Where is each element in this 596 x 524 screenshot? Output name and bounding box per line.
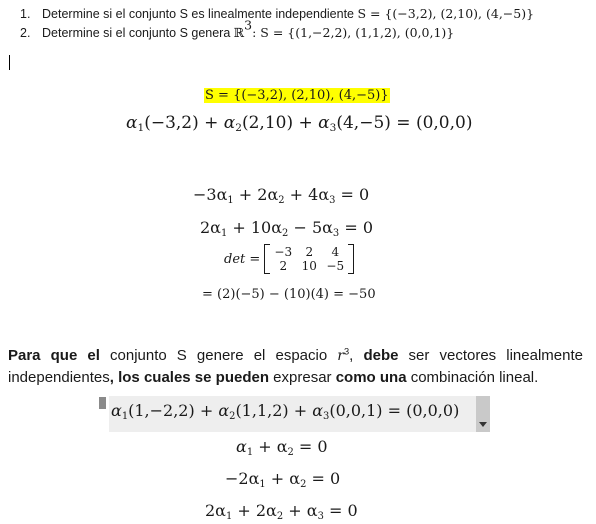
coef-a2: α [218,401,230,420]
problem-1-text: Determine si el conjunto S es linealmente independiente [42,7,358,21]
coef-a3: α [318,113,330,133]
term: = 0 [293,437,328,456]
problem-2-number: 2. [20,26,31,40]
term: = 0 [306,469,341,488]
text: , [349,347,364,364]
det-matrix [264,244,354,274]
sub: 3 [329,194,336,206]
cell: 10 [301,259,317,273]
term: + α [253,437,288,456]
term: + 4α [284,185,330,204]
sub-2: 2 [229,410,236,422]
sub-3: 3 [329,122,337,135]
sub-3: 3 [323,410,330,422]
bold-text: como una [335,369,407,386]
cell: −3 [274,245,293,259]
system-1-eq-2 [200,218,373,237]
sub: 1 [246,446,254,458]
vec-3: (0,0,1) = (0,0,0) [329,401,460,420]
text: expresar [269,369,336,386]
det-result: = (2)(−5) − (10)(4) = −50 [202,287,376,302]
sub: 2 [276,510,284,522]
term: −2α [225,469,260,488]
coef-a3: α [312,401,324,420]
problem-1-math: S = {(−3,2), (2,10), (4,−5)} [357,6,535,21]
system-1-eq-1 [193,185,369,204]
highlighted-set [204,84,390,103]
system-2-eq-3 [205,501,358,520]
linear-combination-2[interactable] [111,401,459,420]
cell: −5 [326,259,345,273]
sub: 1 [225,510,233,522]
term: = 0 [335,185,370,204]
sub: 2 [300,478,307,490]
term: −3α [193,185,228,204]
problem-1 [20,6,534,21]
sub: 2 [282,227,289,239]
term: 2α [200,218,221,237]
vec-2: (2,10) + [241,113,319,133]
problem-2-math: : S = {(1,−2,2), (1,1,2), (0,0,1)} [252,25,455,40]
sub: 1 [259,478,266,490]
problem-2-space-exp: 3 [244,17,253,33]
problem-1-number: 1. [20,7,31,21]
highlighted-set-text: S = {(−3,2), (2,10), (4,−5)} [205,88,389,103]
bold-text: debe [363,347,399,364]
term: + 2α [232,501,277,520]
explanation-paragraph [8,345,583,388]
r-symbol: r [337,348,344,364]
system-2-eq-1 [236,437,328,456]
problem-2 [20,17,455,40]
text: ser vectores linealmente independientes [8,347,583,386]
text-cursor [9,55,10,70]
cell: 2 [279,259,288,273]
equation-move-handle[interactable] [99,397,106,409]
sub: 1 [220,227,228,239]
text: conjunto S genere el espacio [99,347,338,364]
coef-a1: α [126,113,138,133]
equation-editor-box[interactable] [109,396,490,432]
matrix-right-bracket [348,244,354,274]
bold-text: , los cuales se pueden [109,369,269,386]
sub: 3 [332,227,340,239]
coef-a1: α [111,401,122,420]
sub-1: 1 [121,410,129,422]
text: combinación lineal. [406,369,539,386]
term: = 0 [339,218,373,237]
vec-2: (1,1,2) + [235,401,313,420]
problem-2-text: Determine si el conjunto S genera [42,26,234,40]
det-label: det = [224,251,261,267]
matrix-cells [270,245,348,273]
vec-3: (4,−5) = (0,0,0) [336,113,473,133]
term: − 5α [288,218,333,237]
determinant [224,244,354,274]
cell: 2 [305,245,314,259]
equation-options-dropdown[interactable] [476,396,490,432]
sub: 2 [278,194,285,206]
problem-2-space: ℝ [233,25,245,40]
sub-1: 1 [137,122,145,135]
term: 2α [205,501,226,520]
sub: 3 [317,510,324,522]
bold-text: Para que el [8,347,100,364]
cell: 4 [331,245,340,259]
term: + α [265,469,301,488]
vec-1: (−3,2) + [144,113,224,133]
r-exponent: 3 [344,346,350,357]
coef-a2: α [223,113,236,133]
term: + 2α [233,185,279,204]
vec-1: (1,−2,2) + [128,401,219,420]
term: + α [283,501,318,520]
sub: 1 [227,194,234,206]
system-2-eq-2 [225,469,340,488]
term: α [236,437,247,456]
term: = 0 [323,501,358,520]
sub: 2 [287,446,294,458]
sub-2: 2 [235,122,242,135]
linear-combination-1 [126,113,472,133]
term: + 10α [227,218,283,237]
